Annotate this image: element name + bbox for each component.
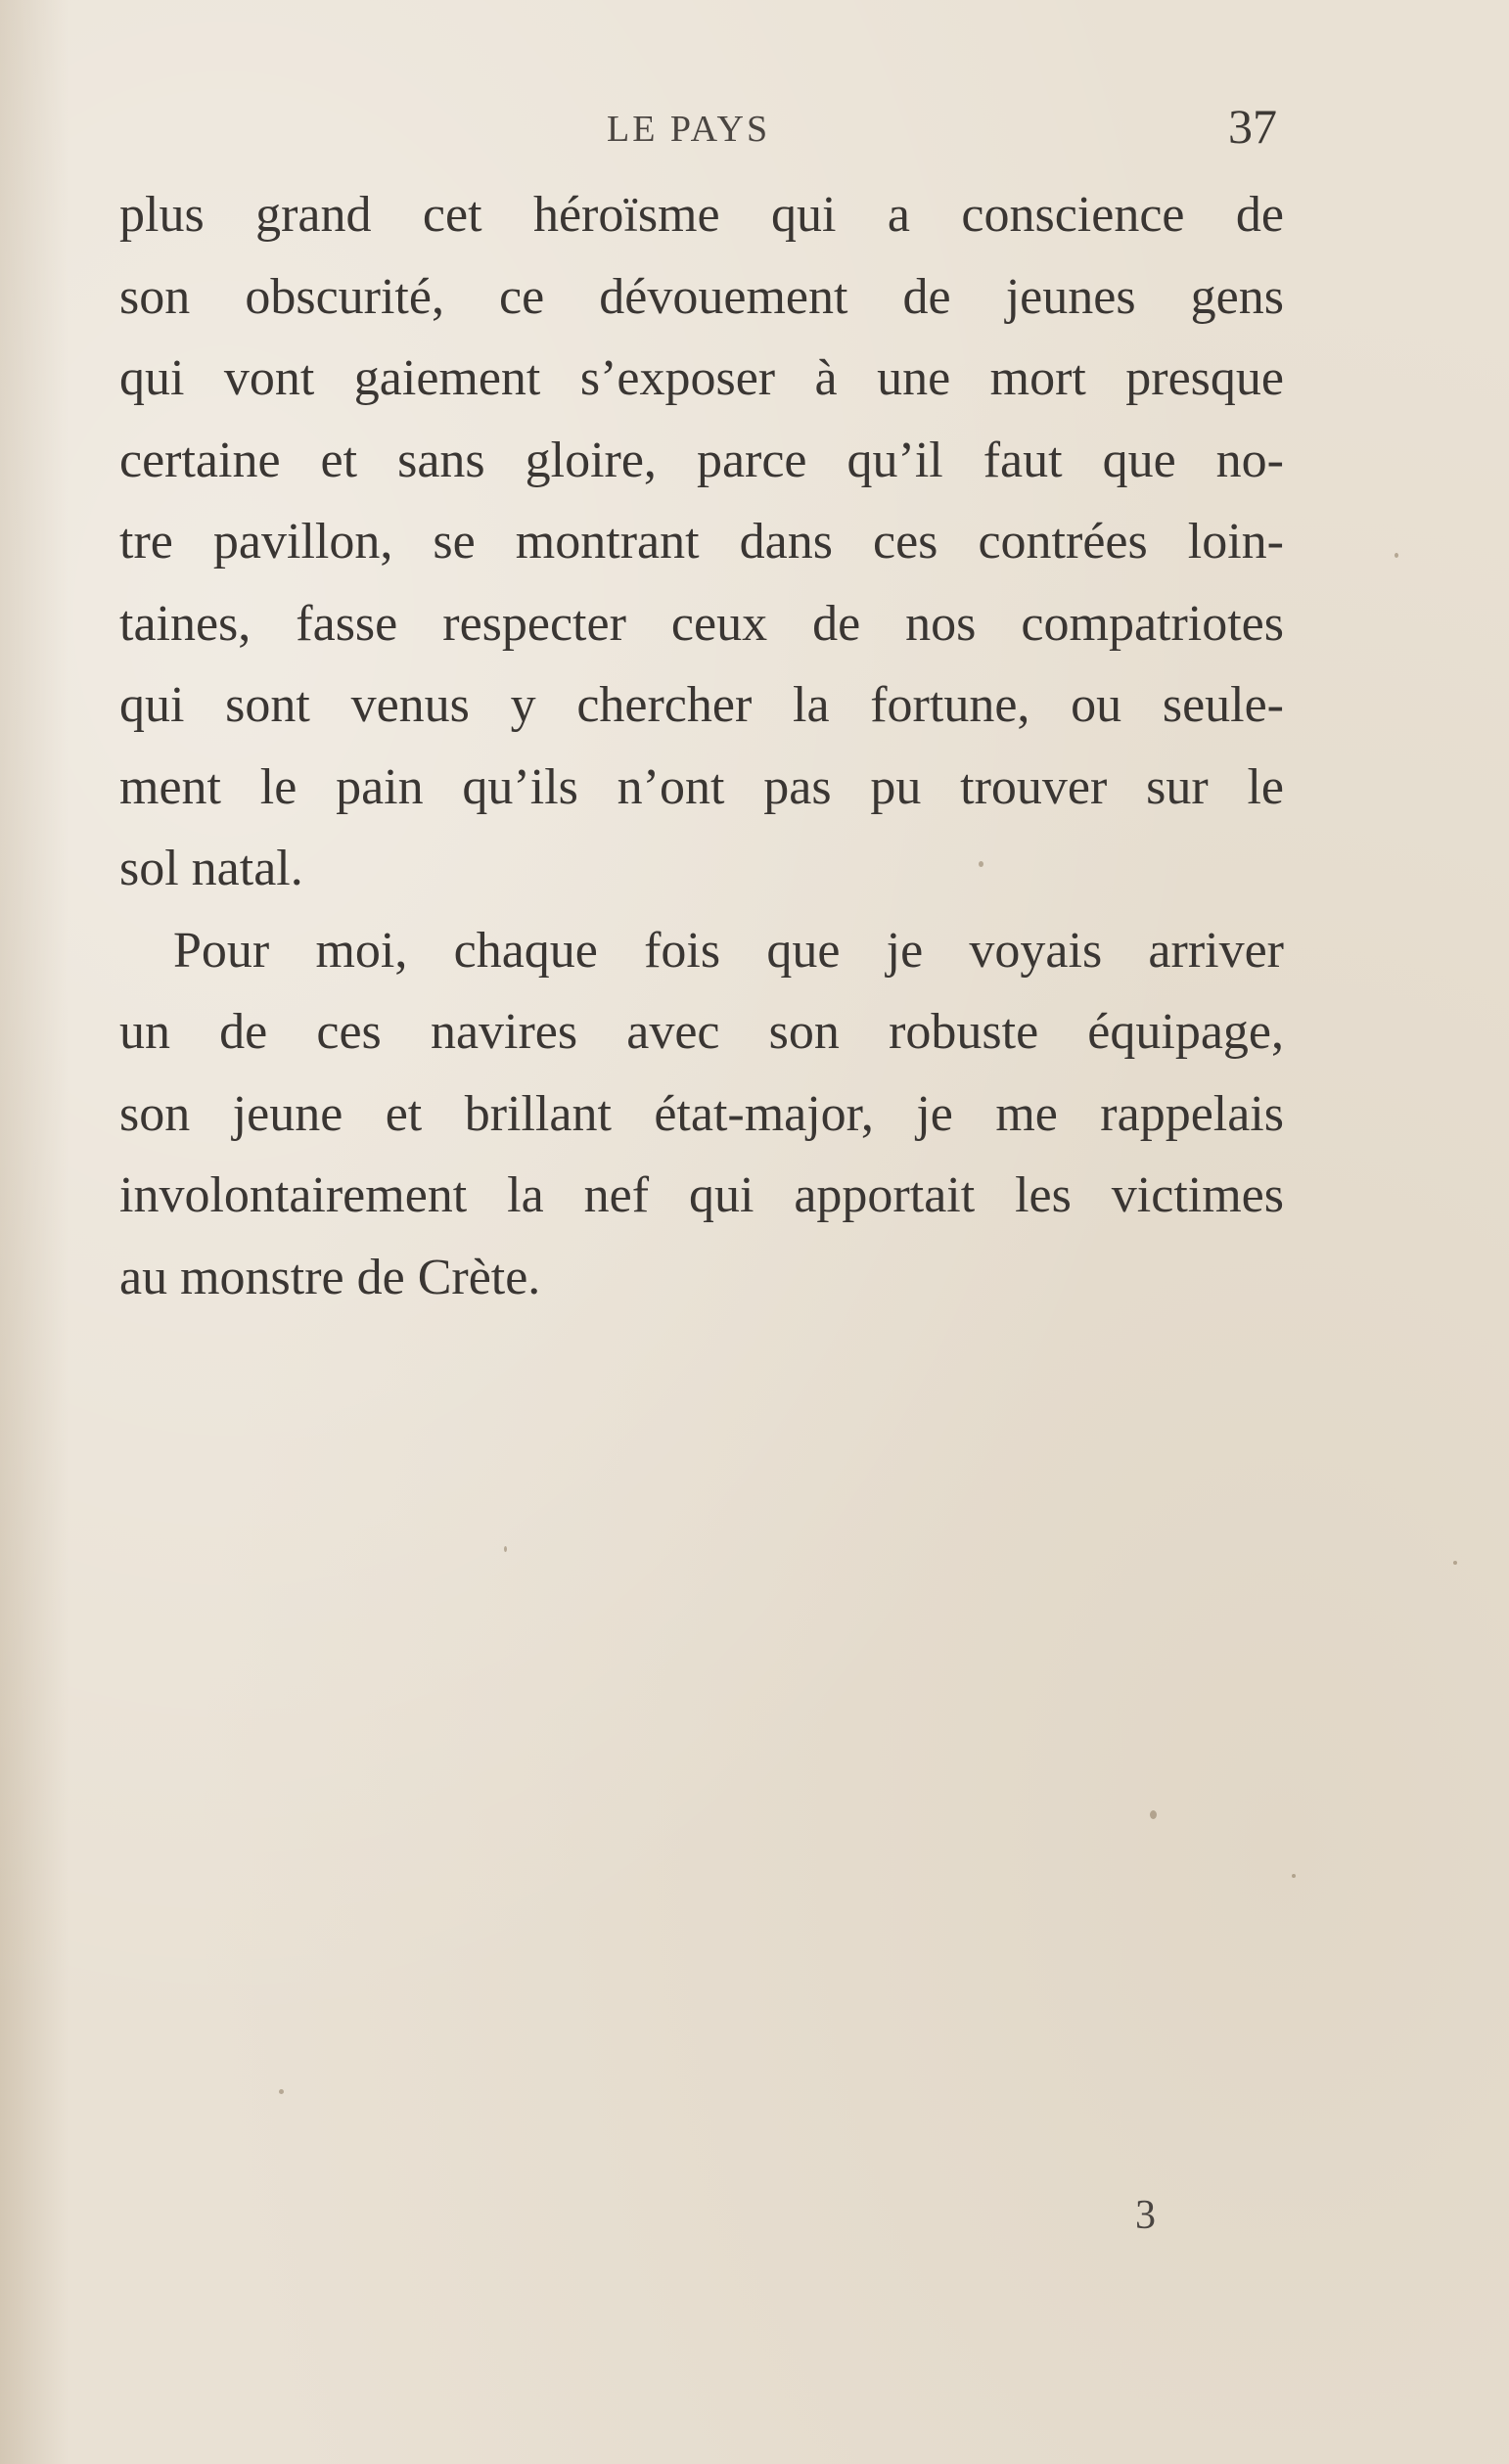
paper-speck — [1395, 553, 1398, 558]
paragraph-2 — [119, 910, 1284, 1319]
text-line: qui vont gaiement s’exposer à une mort presque — [119, 350, 1284, 406]
text-line: son obscurité, ce dévouement de jeunes gens — [119, 268, 1284, 325]
text-line: tre pavillon, se montrant dans ces contrées loin- — [119, 514, 1284, 570]
paragraph-1 — [119, 174, 1284, 910]
text-line: sol natal. — [119, 841, 303, 896]
text-line: un de ces navires avec son robuste équipage, — [119, 1004, 1284, 1060]
text-line: certaine et sans gloire, parce qu’il faut que no- — [119, 432, 1284, 488]
paper-speck — [1150, 1810, 1157, 1819]
text-line: au monstre de Crète. — [119, 1249, 541, 1305]
text-line: son jeune et brillant état-major, je me rappelais — [119, 1085, 1284, 1142]
text-line: involontairement la nef qui apportait les victimes — [119, 1167, 1284, 1223]
paper-speck — [279, 2089, 284, 2094]
paper-speck — [1292, 1874, 1296, 1878]
running-title: LE PAYS — [607, 109, 771, 150]
text-line: plus grand cet héroïsme qui a conscience de — [119, 187, 1284, 243]
text-line: taines, fasse respecter ceux de nos compatriotes — [119, 595, 1284, 652]
paper-speck — [504, 1546, 507, 1552]
signature-mark: 3 — [1135, 2193, 1156, 2238]
text-line: Pour moi, chaque fois que je voyais arriver — [173, 922, 1284, 979]
paper-speck — [1453, 1561, 1457, 1565]
paper-speck — [979, 861, 983, 867]
page-number: 37 — [1228, 99, 1277, 154]
text-line: ment le pain qu’ils n’ont pas pu trouver sur le — [119, 758, 1284, 815]
body-text — [119, 174, 1284, 1318]
text-line: qui sont venus y chercher la fortune, ou seule- — [119, 677, 1284, 733]
running-head — [0, 98, 1509, 157]
